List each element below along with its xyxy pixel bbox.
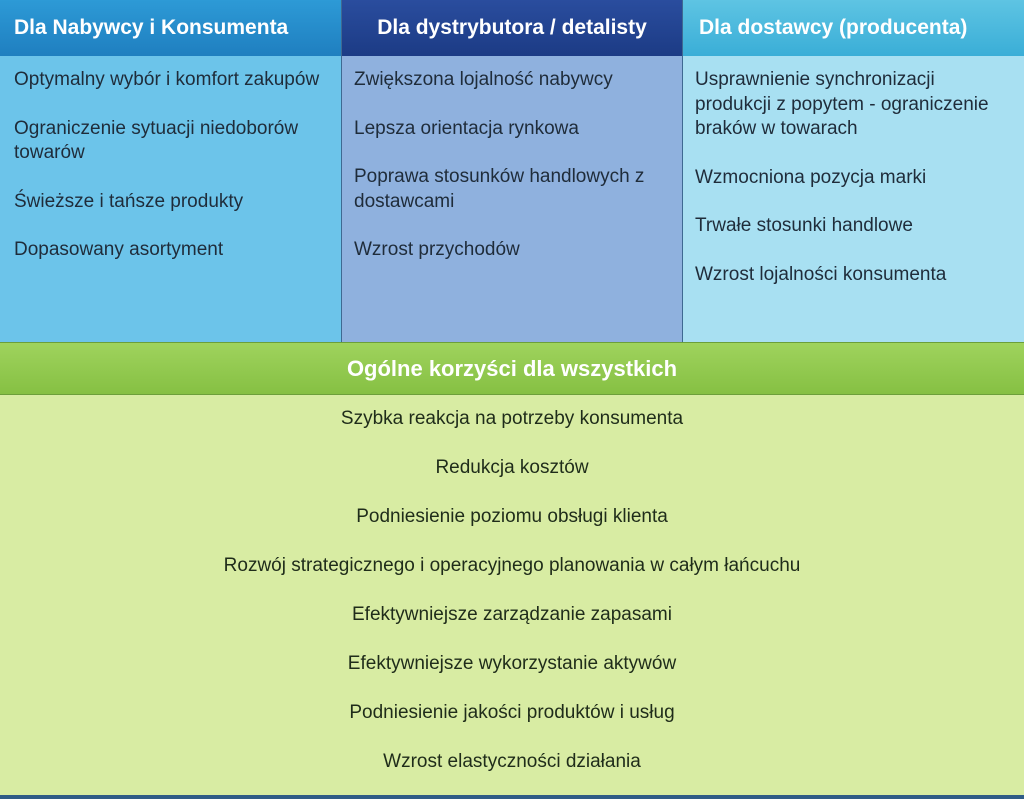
column-title: Dla dystrybutora / detalisty: [342, 0, 682, 56]
benefit-item: Wzrost lojalności konsumenta: [695, 263, 947, 285]
common-benefit-item: Redukcja kosztów: [435, 457, 589, 478]
benefit-item: Zwiększona lojalność nabywcy: [354, 69, 613, 90]
benefit-item: Trwałe stosunki handlowe: [695, 215, 913, 236]
benefit-item: Optymalny wybór i komfort zakupów: [14, 69, 320, 90]
common-benefits-list: [0, 395, 1024, 795]
common-benefit-item: Wzrost elastyczności działania: [383, 751, 641, 772]
common-benefit-item: Efektywniejsze zarządzanie zapasami: [352, 604, 672, 625]
benefit-item: Świeższe i tańsze produkty: [14, 190, 244, 212]
column-title: Dla Nabywcy i Konsumenta: [0, 0, 341, 56]
common-benefit-item: Podniesienie jakości produktów i usług: [349, 702, 675, 723]
benefit-item: Wzrost przychodów: [354, 239, 520, 260]
column-items: [0, 56, 341, 263]
common-benefits-title: Ogólne korzyści dla wszystkich: [0, 342, 1024, 395]
common-benefit-item: Efektywniejsze wykorzystanie aktywów: [347, 653, 677, 674]
benefit-item: Ograniczenie sytuacji niedoborów towarów: [14, 117, 299, 163]
common-benefit-item: Podniesienie poziomu obsługi klienta: [356, 506, 668, 527]
common-benefit-item: Szybka reakcja na potrzeby konsumenta: [340, 408, 684, 429]
benefit-item: Lepsza orientacja rynkowa: [354, 117, 579, 139]
column-items: [683, 56, 1024, 287]
column-divider: [341, 0, 342, 342]
column-consumer: [0, 0, 341, 342]
benefit-item: Poprawa stosunków handlowych z dostawcami: [354, 166, 645, 212]
column-distributor: [342, 0, 682, 342]
benefit-item: Dopasowany asortyment: [14, 239, 224, 260]
column-supplier: [683, 0, 1024, 342]
column-title: Dla dostawcy (producenta): [683, 0, 1024, 56]
column-items: [342, 56, 682, 263]
benefit-item: Wzmocniona pozycja marki: [695, 166, 927, 188]
benefit-item: Usprawnienie synchronizacji produkcji z popytem - ograniczenie braków w towarach: [695, 69, 989, 139]
column-divider: [682, 0, 683, 342]
common-benefit-item: Rozwój strategicznego i operacyjnego planowania w całym łańcuchu: [223, 555, 801, 576]
